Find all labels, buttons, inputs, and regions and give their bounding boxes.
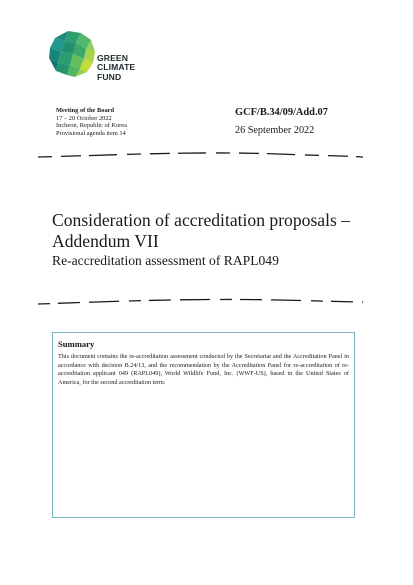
wordmark-fund: FUND xyxy=(97,71,122,82)
top-wave-divider xyxy=(38,151,363,159)
gcf-globe-icon xyxy=(48,30,96,78)
document-subtitle: Re-accreditation assessment of RAPL049 xyxy=(52,253,279,268)
gcf-logo xyxy=(48,30,158,92)
meeting-location: Incheon, Republic of Korea xyxy=(56,122,127,130)
summary-heading: Summary xyxy=(58,339,95,349)
meeting-title: Meeting of the Board xyxy=(56,107,115,114)
summary-body: This document contains the re-accreditation assessment conducted by the Secretariat and the Accreditation Panel in accordance with decision B.24/13, and the recommendation by the Accreditation Panel for re-accreditation of re-accreditation applicant 049 (RAPL049), World Wildlife Fund, Inc. (WWF-US), based in the United States of America, for the second accreditation term. xyxy=(58,353,349,386)
meeting-agenda: Provisional agenda item 14 xyxy=(56,129,126,137)
wordmark-green: GREEN xyxy=(97,53,129,63)
document-title: Consideration of accreditation proposals – Addendum VII xyxy=(52,210,351,251)
meeting-dates: 17 – 20 October 2022 xyxy=(56,114,112,122)
wordmark-climate: CLIMATE xyxy=(97,62,136,73)
meeting-info xyxy=(56,107,127,137)
bottom-wave-divider xyxy=(38,297,363,305)
document-symbol: GCF/B.34/09/Add.07 xyxy=(235,107,328,118)
summary-box xyxy=(52,332,355,518)
gcf-wordmark xyxy=(97,54,135,82)
document-date: 26 September 2022 xyxy=(235,125,315,136)
